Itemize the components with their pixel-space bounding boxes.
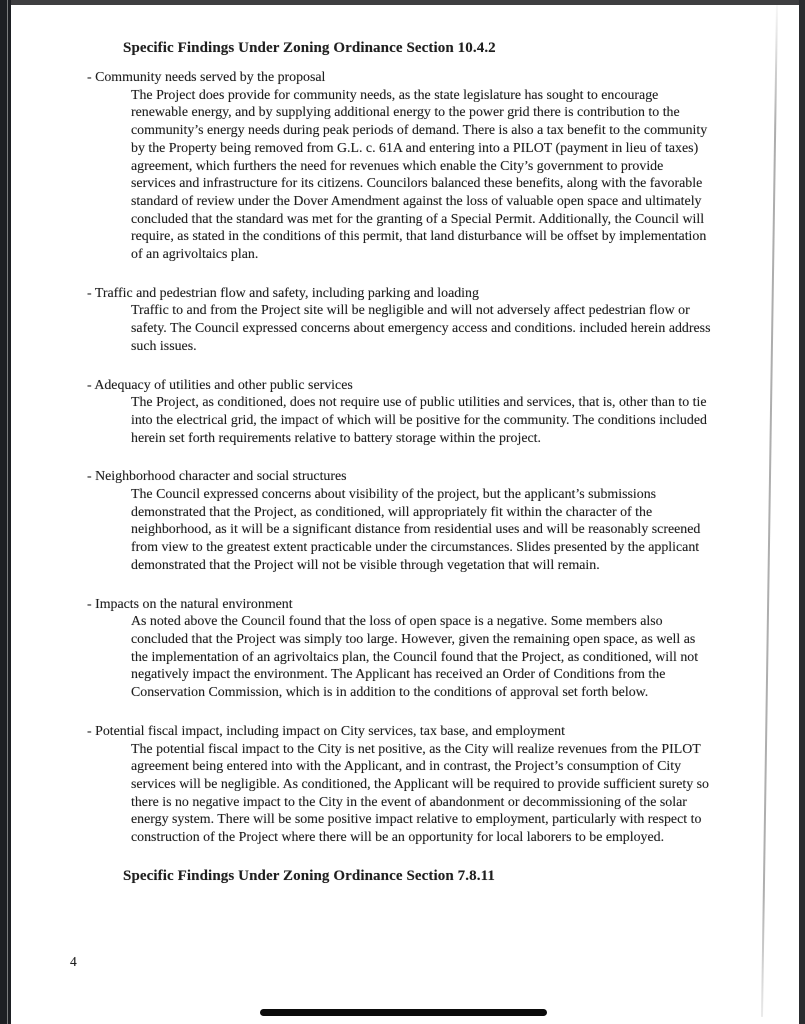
finding-body: The Council expressed concerns about visibility of the project, but the applicant’s submissions demonstrated that the Project, as conditioned, will appropriately fit within the character of the neighborhood, as it will be a significant distance from residential uses and will be reasonably screened from view to the greatest extent practicable under the circumstances. Slides presented by the applicant demonstrated that the Project will not be visible through vegetation that will remain. — [131, 487, 701, 573]
section-title-7-8-11: Specific Findings Under Zoning Ordinance Section 7.8.11 — [123, 867, 495, 884]
finding-heading: - Traffic and pedestrian flow and safety, including parking and loading — [87, 285, 479, 301]
finding-heading: - Adequacy of utilities and other public services — [87, 377, 353, 393]
section-title-10-4-2: Specific Findings Under Zoning Ordinance Section 10.4.2 — [123, 40, 496, 56]
finding-section-traffic — [87, 285, 711, 356]
finding-heading: - Community needs served by the proposal — [87, 70, 326, 85]
scan-edge-top — [0, 0, 805, 5]
finding-heading: - Neighborhood character and social structures — [87, 469, 347, 485]
finding-section-community-needs — [87, 69, 711, 264]
finding-body: The Project, as conditioned, does not require use of public utilities and services, that is, other than to tie into the electrical grid, the impact of which will be positive for the community. The conditions included herein set forth requirements relative to battery storage within the project. — [131, 395, 707, 446]
finding-section-fiscal-impact — [87, 723, 711, 847]
finding-heading: - Impacts on the natural environment — [87, 596, 293, 612]
scan-fold-line — [761, 5, 778, 1017]
scan-edge-right — [799, 0, 805, 1024]
finding-heading: - Potential fiscal impact, including impact on City services, tax base, and employment — [87, 723, 565, 739]
redaction-bar — [260, 1009, 547, 1016]
finding-body: As noted above the Council found that the loss of open space is a negative. Some members also concluded that the Project was simply too large. However, given the remaining open space, as well as the implementation of an agrivoltaics plan, the Council found that the Project, as conditioned, will not negatively impact the environment. The Applicant has received an Order of Conditions from the Conservation Commission, which is in addition to the conditions of approval set forth below. — [131, 614, 699, 701]
page-content — [87, 40, 711, 885]
finding-body: Traffic to and from the Project site will be negligible and will not adversely affect pedestrian flow or safety. The Council expressed concerns about emergency access and conditions. included herein address such issues. — [131, 303, 711, 354]
finding-section-neighborhood — [87, 468, 711, 574]
page-number: 4 — [70, 954, 77, 969]
finding-body: The Project does provide for community needs, as the state legislature has sought to encourage renewable energy, and by supplying additional energy to the power grid there is contribution to the community’s energy needs during peak periods of demand. There is also a tax benefit to the community by the Property being removed from G.L. c. 61A and entering into a PILOT (payment in lieu of taxes) agreement, which furthers the need for revenues which enable the City’s government to provide services and infrastructure for its citizens. Councilors balanced these benefits, along with the favorable standard of review under the Dover Amendment against the loss of valuable open space and ultimately concluded that the standard was met for the granting of a Special Permit. Additionally, the Council will require, as stated in the conditions of this permit, that land disturbance will be offset by implementation of an agrivoltaics plan. — [131, 87, 708, 263]
finding-section-utilities — [87, 377, 711, 448]
finding-section-environment — [87, 596, 711, 702]
scan-edge-left — [0, 0, 11, 1024]
finding-body: The potential fiscal impact to the City is net positive, as the City will realize revenues from the PILOT agreement being entered into with the Applicant, and in contrast, the Project’s consumption of City services will be negligible. As conditioned, the Applicant will be required to provide sufficient surety so there is no negative impact to the City in the event of abandonment or decommissioning of the solar energy system. There will be some positive impact relative to employment, particularly with respect to construction of the Project where there will be an opportunity for local laborers to be employed. — [131, 741, 710, 846]
